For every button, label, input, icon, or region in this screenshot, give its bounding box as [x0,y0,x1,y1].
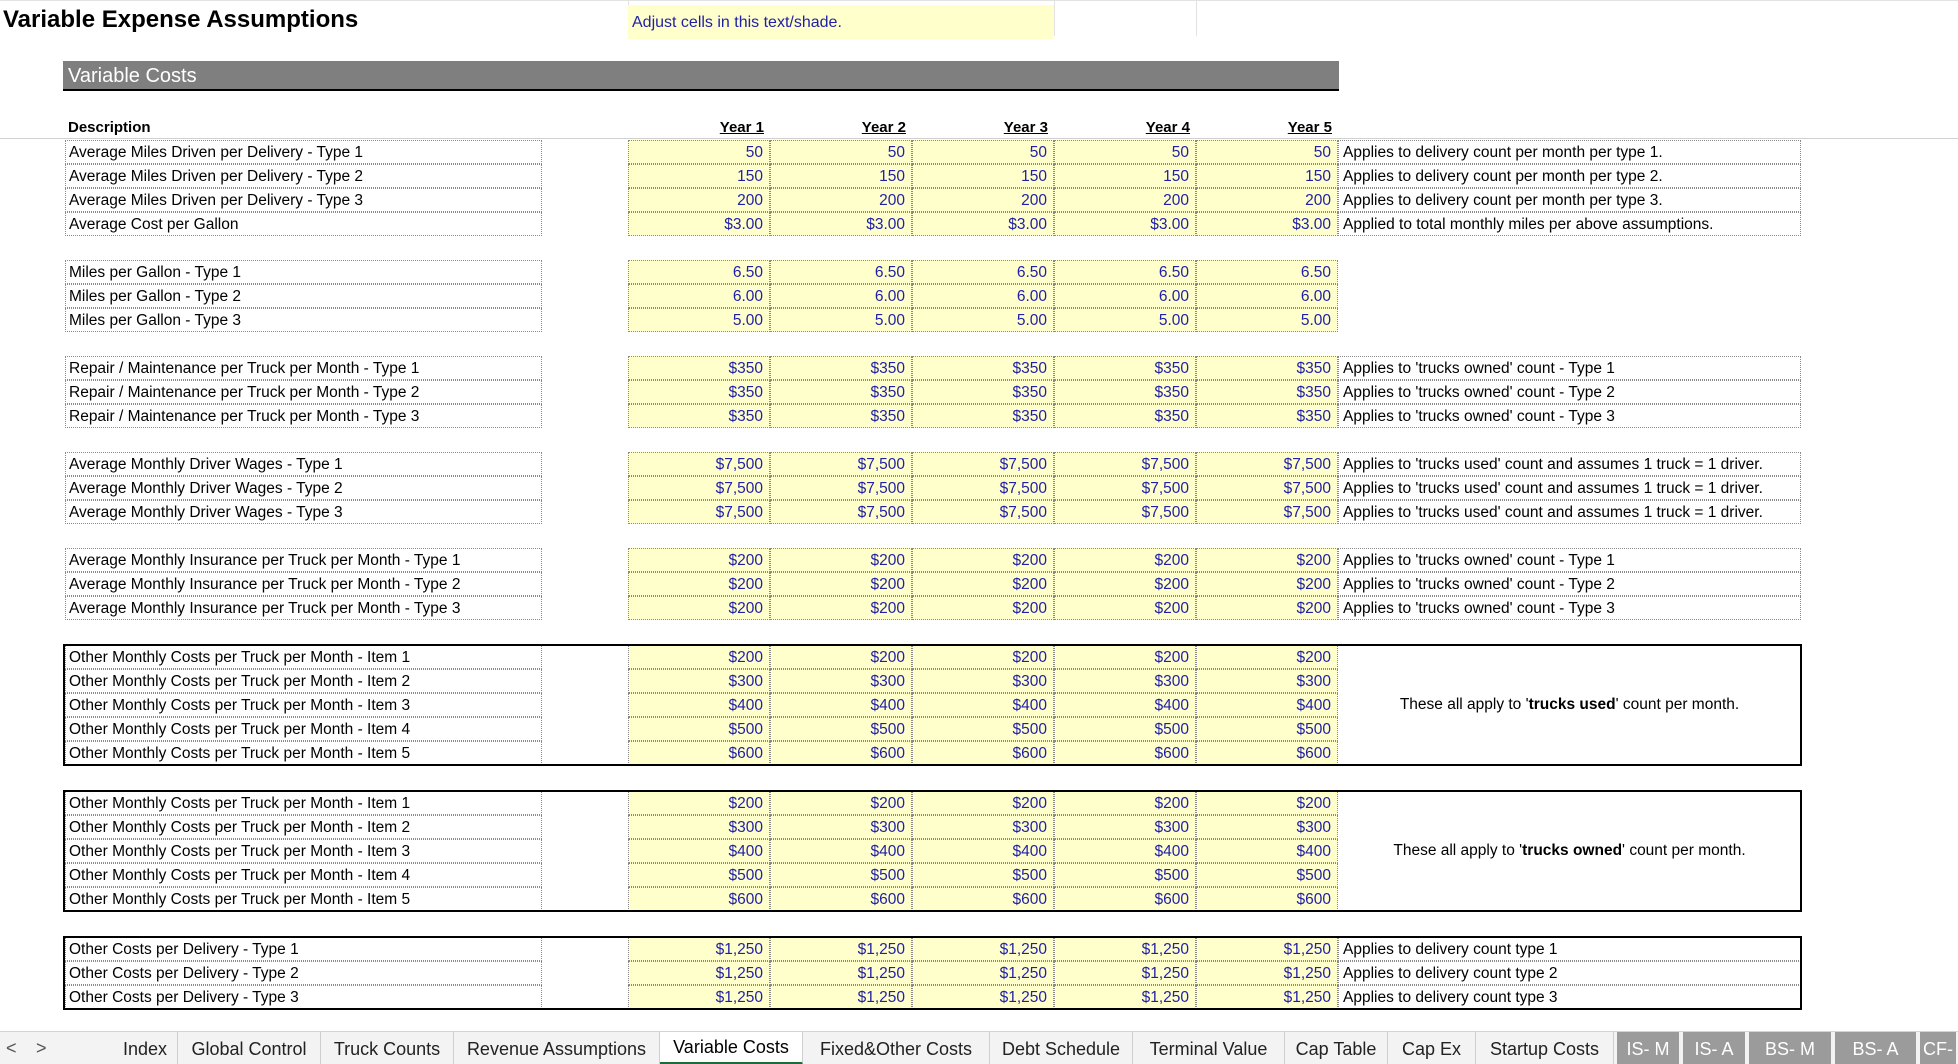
input-cell-year-5[interactable]: 6.50 [1196,260,1338,284]
input-cell-year-1[interactable]: $200 [628,791,770,815]
gridline [1196,0,1197,36]
row-note-cell[interactable]: Applies to 'trucks owned' count - Type 3 [1338,596,1801,620]
input-cell-year-5[interactable]: $1,250 [1196,961,1338,985]
sheet-tab-is-a[interactable] [1683,1032,1747,1064]
input-cell-year-3[interactable]: $7,500 [912,500,1054,524]
row-note-cell[interactable]: Applies to delivery count per month per type 3. [1338,188,1801,212]
sheet-tab-label: CF- [1923,1039,1953,1059]
sheet-tab-truck-counts[interactable] [321,1032,454,1064]
input-cell-year-2[interactable]: $200 [770,596,912,620]
sheet-tab-bs-m[interactable] [1749,1032,1833,1064]
input-cell-year-2[interactable]: $3.00 [770,212,912,236]
input-cell-year-2[interactable]: $400 [770,839,912,863]
input-cell-year-2[interactable]: $1,250 [770,985,912,1009]
row-note-cell[interactable]: Applies to 'trucks used' count and assumes 1 truck = 1 driver. [1338,500,1801,524]
input-cell-year-2[interactable]: $600 [770,741,912,765]
table-row [0,961,1958,985]
row-note-cell[interactable]: Applies to delivery count type 2 [1338,961,1801,985]
row-description-cell[interactable]: Other Monthly Costs per Truck per Month - Item 5 [65,741,542,765]
sheet-tab-cap-table[interactable] [1285,1032,1388,1064]
sheet-top-gridline [0,0,1958,1]
input-cell-year-5[interactable]: $3.00 [1196,212,1338,236]
input-cell-year-1[interactable]: 200 [628,188,770,212]
row-description-cell[interactable]: Other Monthly Costs per Truck per Month - Item 3 [65,839,542,863]
row-description-cell[interactable]: Average Monthly Insurance per Truck per Month - Type 1 [65,548,542,572]
sheet-tab-label: Variable Costs [673,1037,789,1057]
sheet-tab-label: Revenue Assumptions [466,1039,647,1059]
sheet-tab-revenue-assumptions[interactable] [454,1032,660,1064]
merged-note-prefix: These all apply to ' [1399,696,1529,713]
input-cell-year-2[interactable]: 6.00 [770,284,912,308]
input-cell-year-5[interactable]: $400 [1196,839,1338,863]
row-description-cell[interactable]: Other Monthly Costs per Truck per Month - Item 4 [65,863,542,887]
table-row [0,308,1958,332]
input-cell-year-3[interactable]: 50 [912,140,1054,164]
input-cell-year-3[interactable]: $200 [912,572,1054,596]
input-cell-year-4[interactable]: 150 [1054,164,1196,188]
table-row [0,188,1958,212]
input-cell-year-2[interactable]: $1,250 [770,961,912,985]
input-cell-year-3[interactable]: $500 [912,863,1054,887]
input-cell-year-4[interactable]: $7,500 [1054,452,1196,476]
table-row [0,500,1958,524]
row-description-cell[interactable]: Average Miles Driven per Delivery - Type 1 [65,140,542,164]
input-cell-year-3[interactable]: $600 [912,741,1054,765]
row-note-cell[interactable]: Applies to delivery count type 1 [1338,937,1801,961]
input-cell-year-1[interactable]: $200 [628,548,770,572]
row-description-cell[interactable]: Average Monthly Driver Wages - Type 3 [65,500,542,524]
input-cell-year-1[interactable]: $300 [628,669,770,693]
sheet-tab-bs-a[interactable] [1835,1032,1918,1064]
input-cell-year-4[interactable]: $500 [1054,863,1196,887]
input-cell-year-2[interactable]: 50 [770,140,912,164]
section-header-variable-costs: Variable Costs [63,61,1339,91]
input-cell-year-2[interactable]: 5.00 [770,308,912,332]
merged-note-cell[interactable] [1338,645,1801,765]
column-header-year-2: Year 2 [861,119,906,136]
input-cell-year-2[interactable]: $7,500 [770,500,912,524]
merged-note-prefix: These all apply to ' [1393,842,1523,859]
input-cell-year-2[interactable]: $200 [770,645,912,669]
table-row [0,356,1958,380]
input-cell-year-4[interactable]: $300 [1054,815,1196,839]
table-row [0,260,1958,284]
input-cell-year-2[interactable]: $7,500 [770,476,912,500]
input-cell-year-2[interactable]: $200 [770,572,912,596]
sheet-tab-label: BS- M [1764,1039,1815,1059]
input-cell-year-5[interactable]: $500 [1196,717,1338,741]
header-gridline [0,138,1958,139]
input-cell-year-1[interactable]: 6.50 [628,260,770,284]
input-cell-year-5[interactable]: 5.00 [1196,308,1338,332]
input-cell-year-5[interactable]: $600 [1196,887,1338,911]
row-description-cell[interactable]: Miles per Gallon - Type 3 [65,308,542,332]
input-cell-year-5[interactable]: 200 [1196,188,1338,212]
row-description-cell[interactable]: Repair / Maintenance per Truck per Month - Type 2 [65,380,542,404]
input-cell-year-2[interactable]: $400 [770,693,912,717]
row-note-cell[interactable]: Applies to 'trucks owned' count - Type 2 [1338,380,1801,404]
input-cell-year-1[interactable]: $3.00 [628,212,770,236]
input-cell-year-1[interactable]: $7,500 [628,500,770,524]
input-cell-year-3[interactable]: 6.00 [912,284,1054,308]
column-header-year-5: Year 5 [1287,119,1332,136]
row-description-cell[interactable]: Average Monthly Driver Wages - Type 2 [65,476,542,500]
input-cell-year-5[interactable]: $300 [1196,669,1338,693]
input-cell-year-4[interactable]: $350 [1054,404,1196,428]
input-cell-year-4[interactable]: 6.50 [1054,260,1196,284]
input-cell-year-4[interactable]: 50 [1054,140,1196,164]
input-cell-year-4[interactable]: $400 [1054,839,1196,863]
merged-note-cell[interactable] [1338,791,1801,911]
sheet-tab-label: IS- M [1626,1039,1670,1059]
merged-note-text [1393,842,1745,860]
table-row [0,284,1958,308]
input-cell-year-1[interactable]: 6.00 [628,284,770,308]
sheet-tab-debt-schedule[interactable] [990,1032,1133,1064]
input-cell-year-3[interactable]: $400 [912,839,1054,863]
input-cell-year-2[interactable]: $200 [770,791,912,815]
input-cell-year-3[interactable]: $3.00 [912,212,1054,236]
table-row [0,164,1958,188]
input-cell-year-1[interactable]: $300 [628,815,770,839]
input-cell-year-4[interactable]: $350 [1054,380,1196,404]
input-cell-year-3[interactable]: $1,250 [912,937,1054,961]
input-cell-year-5[interactable]: $200 [1196,791,1338,815]
input-cell-year-3[interactable]: $200 [912,791,1054,815]
row-description-cell[interactable]: Other Monthly Costs per Truck per Month - Item 2 [65,815,542,839]
sheet-tab-terminal-value[interactable] [1133,1032,1285,1064]
sheet-tab-label: Terminal Value [1149,1039,1268,1059]
table-row [0,212,1958,236]
row-description-cell[interactable]: Repair / Maintenance per Truck per Month - Type 1 [65,356,542,380]
table-row [0,140,1958,164]
input-cell-year-5[interactable]: $200 [1196,596,1338,620]
row-description-cell[interactable]: Average Monthly Driver Wages - Type 1 [65,452,542,476]
sheet-title: Variable Expense Assumptions [3,6,359,33]
input-cell-year-1[interactable]: $200 [628,572,770,596]
column-header-year-3: Year 3 [1003,119,1048,136]
input-cell-year-1[interactable]: $200 [628,645,770,669]
row-description-cell[interactable]: Other Monthly Costs per Truck per Month - Item 5 [65,887,542,911]
input-cell-year-5[interactable]: $200 [1196,548,1338,572]
input-cell-year-1[interactable]: $600 [628,741,770,765]
row-description-cell[interactable]: Other Costs per Delivery - Type 2 [65,961,542,985]
sheet-tab-label: Startup Costs [1489,1039,1600,1059]
input-cell-year-4[interactable]: $600 [1054,741,1196,765]
row-note-cell[interactable]: Applies to 'trucks owned' count - Type 1 [1338,548,1801,572]
input-cell-year-1[interactable]: $500 [628,717,770,741]
input-cell-year-3[interactable]: $350 [912,356,1054,380]
input-cell-year-4[interactable]: 6.00 [1054,284,1196,308]
sheet-tab-label: IS- A [1694,1039,1734,1059]
table-row [0,572,1958,596]
table-row [0,452,1958,476]
input-cell-year-5[interactable]: $350 [1196,404,1338,428]
input-cell-year-4[interactable]: $350 [1054,356,1196,380]
row-note-cell[interactable]: Applies to 'trucks used' count and assumes 1 truck = 1 driver. [1338,452,1801,476]
input-cell-year-4[interactable]: $200 [1054,791,1196,815]
input-cell-year-2[interactable]: $300 [770,669,912,693]
row-description-cell[interactable]: Average Miles Driven per Delivery - Type 3 [65,188,542,212]
input-cell-year-4[interactable]: 5.00 [1054,308,1196,332]
row-description-cell[interactable]: Repair / Maintenance per Truck per Month - Type 3 [65,404,542,428]
row-description-cell[interactable]: Other Costs per Delivery - Type 1 [65,937,542,961]
input-cell-year-4[interactable]: $200 [1054,548,1196,572]
row-description-cell[interactable]: Other Monthly Costs per Truck per Month - Item 2 [65,669,542,693]
input-cell-year-1[interactable]: 150 [628,164,770,188]
row-description-cell[interactable]: Average Miles Driven per Delivery - Type 2 [65,164,542,188]
sheet-tab-variable-costs[interactable] [660,1032,803,1064]
input-cell-year-3[interactable]: $1,250 [912,985,1054,1009]
row-description-cell[interactable]: Average Monthly Insurance per Truck per Month - Type 2 [65,572,542,596]
sheet-tab-startup-costs[interactable] [1476,1032,1614,1064]
input-cell-year-4[interactable]: $400 [1054,693,1196,717]
sheet-tab-label: Cap Ex [1401,1039,1462,1059]
row-note-cell[interactable]: Applies to delivery count per month per type 1. [1338,140,1801,164]
input-cell-year-3[interactable]: $7,500 [912,452,1054,476]
merged-note-emphasis: trucks owned [1522,842,1623,859]
input-cell-year-5[interactable]: $350 [1196,380,1338,404]
merged-note-emphasis: trucks used [1528,696,1616,713]
input-cell-year-5[interactable]: 6.00 [1196,284,1338,308]
tab-scroll-left-icon[interactable]: < [6,1038,17,1058]
input-hint-cell[interactable]: Adjust cells in this text/shade. [628,5,1054,39]
input-cell-year-2[interactable]: 6.50 [770,260,912,284]
input-cell-year-1[interactable]: $400 [628,693,770,717]
row-description-cell[interactable]: Other Monthly Costs per Truck per Month - Item 4 [65,717,542,741]
input-cell-year-2[interactable]: $300 [770,815,912,839]
row-note-cell[interactable]: Applied to total monthly miles per above assumptions. [1338,212,1801,236]
input-cell-year-4[interactable]: $200 [1054,572,1196,596]
input-cell-year-4[interactable]: $1,250 [1054,937,1196,961]
input-cell-year-5[interactable]: $7,500 [1196,476,1338,500]
table-row [0,476,1958,500]
input-cell-year-4[interactable]: $3.00 [1054,212,1196,236]
input-cell-year-5[interactable]: 50 [1196,140,1338,164]
gridline [1054,0,1055,36]
row-note-cell[interactable]: Applies to delivery count type 3 [1338,985,1801,1009]
input-cell-year-4[interactable]: $500 [1054,717,1196,741]
input-cell-year-3[interactable]: $7,500 [912,476,1054,500]
input-cell-year-5[interactable]: $350 [1196,356,1338,380]
input-cell-year-5[interactable]: 150 [1196,164,1338,188]
merged-note-suffix: ' count per month. [1622,842,1746,859]
input-cell-year-5[interactable]: $200 [1196,645,1338,669]
row-description-cell[interactable]: Miles per Gallon - Type 2 [65,284,542,308]
input-cell-year-5[interactable]: $200 [1196,572,1338,596]
input-cell-year-3[interactable]: $300 [912,815,1054,839]
input-cell-year-3[interactable]: 6.50 [912,260,1054,284]
table-row [0,380,1958,404]
input-cell-year-5[interactable]: $1,250 [1196,937,1338,961]
input-cell-year-4[interactable]: $200 [1054,596,1196,620]
sheet-tab-label: Debt Schedule [1001,1039,1121,1059]
input-cell-year-1[interactable]: 5.00 [628,308,770,332]
sheet-tab-fixed-other-costs[interactable] [803,1032,990,1064]
tab-scroll-right-icon[interactable]: > [36,1038,47,1058]
input-cell-year-1[interactable]: $7,500 [628,476,770,500]
sheet-tab-label: Global Control [191,1039,307,1059]
merged-note-suffix: ' count per month. [1615,696,1740,713]
input-cell-year-2[interactable]: $350 [770,380,912,404]
column-header-year-1: Year 1 [719,119,764,136]
merged-note-text [1400,696,1739,714]
input-cell-year-3[interactable]: $350 [912,404,1054,428]
input-cell-year-2[interactable]: $1,250 [770,937,912,961]
sheet-tab-label: Cap Table [1295,1039,1377,1059]
input-cell-year-1[interactable]: $600 [628,887,770,911]
input-cell-year-4[interactable]: $7,500 [1054,500,1196,524]
input-cell-year-4[interactable]: $600 [1054,887,1196,911]
input-cell-year-1[interactable]: $350 [628,404,770,428]
input-cell-year-2[interactable]: 150 [770,164,912,188]
input-cell-year-5[interactable]: $500 [1196,863,1338,887]
table-row [0,985,1958,1009]
input-cell-year-1[interactable]: 50 [628,140,770,164]
input-cell-year-2[interactable]: $350 [770,356,912,380]
input-cell-year-2[interactable]: $500 [770,717,912,741]
input-cell-year-3[interactable]: 200 [912,188,1054,212]
input-cell-year-3[interactable]: $200 [912,548,1054,572]
row-description-cell[interactable]: Average Monthly Insurance per Truck per Month - Type 3 [65,596,542,620]
table-row [0,548,1958,572]
sheet-tab-label: Fixed&Other Costs [819,1039,973,1059]
input-cell-year-2[interactable]: $200 [770,548,912,572]
input-cell-year-3[interactable]: 5.00 [912,308,1054,332]
sheet-tab-index[interactable] [113,1032,178,1064]
input-cell-year-5[interactable]: $600 [1196,741,1338,765]
sheet-tab-cf[interactable] [1920,1032,1958,1064]
column-header-year-4: Year 4 [1145,119,1190,136]
sheet-tab-global-control[interactable] [178,1032,321,1064]
sheet-tab-is-m[interactable] [1617,1032,1681,1064]
row-description-cell[interactable]: Miles per Gallon - Type 1 [65,260,542,284]
sheet-tab-label: BS- A [1852,1039,1899,1059]
input-cell-year-1[interactable]: $500 [628,863,770,887]
input-cell-year-3[interactable]: $300 [912,669,1054,693]
input-cell-year-2[interactable]: $350 [770,404,912,428]
table-row [0,937,1958,961]
row-note-cell[interactable]: Applies to 'trucks used' count and assumes 1 truck = 1 driver. [1338,476,1801,500]
input-cell-year-5[interactable]: $7,500 [1196,452,1338,476]
input-cell-year-5[interactable]: $400 [1196,693,1338,717]
table-row [0,596,1958,620]
row-note-cell[interactable]: Applies to 'trucks owned' count - Type 1 [1338,356,1801,380]
input-cell-year-4[interactable]: $300 [1054,669,1196,693]
row-description-cell[interactable]: Other Monthly Costs per Truck per Month - Item 1 [65,645,542,669]
input-cell-year-1[interactable]: $200 [628,596,770,620]
sheet-tab-label: Truck Counts [333,1039,441,1059]
row-description-cell[interactable]: Other Costs per Delivery - Type 3 [65,985,542,1009]
input-cell-year-5[interactable]: $1,250 [1196,985,1338,1009]
table-row [0,404,1958,428]
sheet-tab-label: Index [122,1039,168,1059]
input-cell-year-3[interactable]: $200 [912,645,1054,669]
input-cell-year-4[interactable]: $200 [1054,645,1196,669]
input-cell-year-4[interactable]: $7,500 [1054,476,1196,500]
input-cell-year-1[interactable]: $350 [628,380,770,404]
input-cell-year-1[interactable]: $1,250 [628,937,770,961]
input-cell-year-1[interactable]: $350 [628,356,770,380]
input-cell-year-5[interactable]: $300 [1196,815,1338,839]
input-cell-year-3[interactable]: $200 [912,596,1054,620]
input-cell-year-3[interactable]: $600 [912,887,1054,911]
input-cell-year-4[interactable]: $1,250 [1054,985,1196,1009]
sheet-tab-bar [0,1031,1958,1064]
input-cell-year-2[interactable]: 200 [770,188,912,212]
row-description-cell[interactable]: Other Monthly Costs per Truck per Month - Item 3 [65,693,542,717]
input-cell-year-4[interactable]: $1,250 [1054,961,1196,985]
column-header-description: Description [68,119,151,136]
input-cell-year-1[interactable]: $1,250 [628,985,770,1009]
row-note-cell[interactable]: Applies to 'trucks owned' count - Type 2 [1338,572,1801,596]
input-cell-year-2[interactable]: $7,500 [770,452,912,476]
input-cell-year-1[interactable]: $400 [628,839,770,863]
input-cell-year-3[interactable]: $1,250 [912,961,1054,985]
row-note-cell[interactable]: Applies to 'trucks owned' count - Type 3 [1338,404,1801,428]
input-cell-year-1[interactable]: $7,500 [628,452,770,476]
input-cell-year-3[interactable]: 150 [912,164,1054,188]
input-cell-year-2[interactable]: $600 [770,887,912,911]
input-cell-year-1[interactable]: $1,250 [628,961,770,985]
input-cell-year-3[interactable]: $400 [912,693,1054,717]
sheet-tab-cap-ex[interactable] [1388,1032,1476,1064]
row-note-cell[interactable]: Applies to delivery count per month per type 2. [1338,164,1801,188]
input-cell-year-2[interactable]: $500 [770,863,912,887]
input-cell-year-3[interactable]: $350 [912,380,1054,404]
row-description-cell[interactable]: Average Cost per Gallon [65,212,542,236]
input-cell-year-4[interactable]: 200 [1054,188,1196,212]
input-cell-year-3[interactable]: $500 [912,717,1054,741]
row-description-cell[interactable]: Other Monthly Costs per Truck per Month - Item 1 [65,791,542,815]
input-cell-year-5[interactable]: $7,500 [1196,500,1338,524]
